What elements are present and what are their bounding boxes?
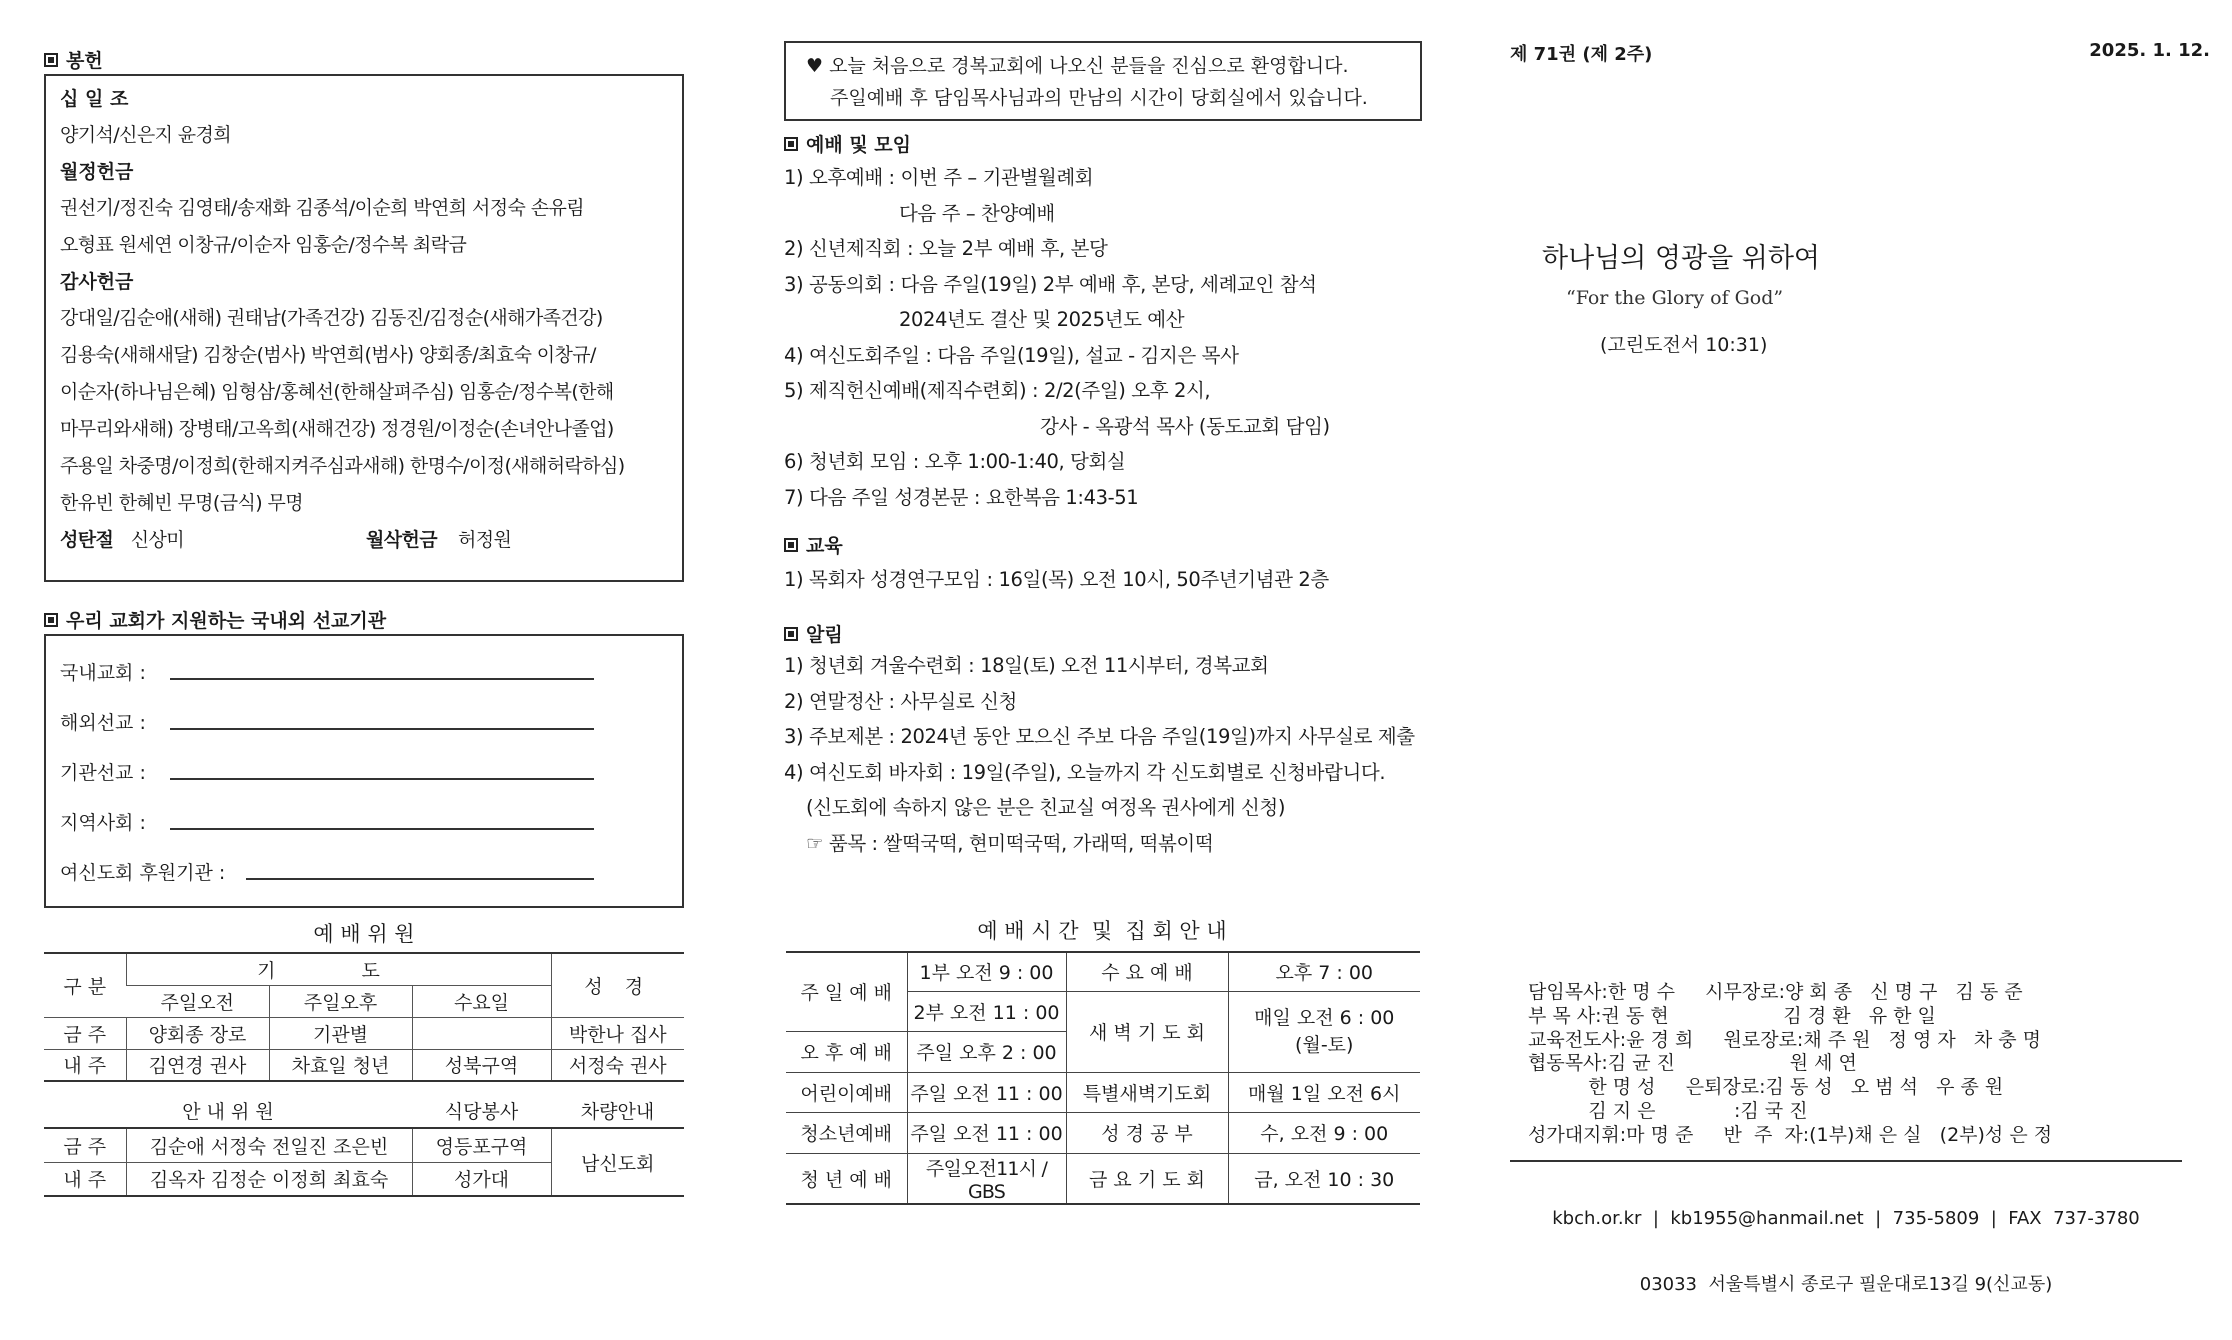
cell-special-dawn: 특별새벽기도회 (1066, 1072, 1228, 1112)
car-cell: 남신도회 (551, 1128, 684, 1196)
new-month-name: 허정원 (458, 529, 512, 551)
worship-committee-title: 예 배 위 원 (313, 922, 415, 946)
right-column (1510, 0, 2210, 1295)
blank-line (170, 728, 594, 730)
blank-line (170, 778, 594, 780)
welcome-line: 주일예배 후 담임목사님과의 만남의 시간이 당회실에서 있습니다. (830, 87, 1368, 109)
list-item: 5) 제직헌신예배(제직수련회) : 2/2(주일) 오후 2시, (784, 379, 1211, 402)
list-item: 3) 공동의회 : 다음 주일(19일) 2부 예배 후, 본당, 세례교인 참석 (784, 272, 1317, 296)
mission-row-overseas: 해외선교 : (60, 712, 146, 734)
blank-line (170, 678, 594, 680)
cell: 주일 오전 11 : 00 (907, 1072, 1066, 1112)
cell: 김옥자 김정순 이정희 최효숙 (126, 1162, 412, 1196)
education-heading: 교육 (784, 531, 843, 558)
col-usher: 안 내 위 원 (182, 1101, 274, 1123)
worship-list (784, 160, 1330, 515)
thanks-line: 김용숙(새해새달) 김창순(범사) 박연희(범사) 양회종/최효숙 이창규/ (60, 344, 596, 366)
col-car: 차량안내 (580, 1101, 655, 1123)
cell: 영등포구역 (412, 1128, 551, 1162)
blank-line (170, 828, 594, 830)
cell: 주일 오전 11 : 00 (907, 1112, 1066, 1153)
cell (412, 1017, 551, 1049)
cell: 금, 오전 10 : 30 (1228, 1153, 1420, 1204)
thanks-title: 감사헌금 (60, 271, 134, 293)
staff-line: 성가대지휘:마 명 준 반 주 자:(1부)채 은 실 (2부)성 은 정 (1528, 1123, 2053, 1146)
offering-box (44, 74, 684, 582)
new-month-label: 월삭헌금 (366, 529, 438, 551)
row-label: 금 주 (44, 1128, 126, 1162)
monthly-title: 월정헌금 (60, 161, 134, 183)
list-item: 1) 목회자 성경연구모임 : 16일(목) 오전 10시, 50주년기념관 2층 (784, 568, 1329, 591)
staff-line: 한 명 성 은퇴장로:김 동 성 오 범 석 우 종 원 (1528, 1076, 2004, 1099)
cell: 김연경 권사 (126, 1049, 269, 1081)
contact-block (1510, 1164, 2182, 1340)
missions-heading: 우리 교회가 지원하는 국내외 선교기관 (44, 606, 386, 633)
square-bullet-icon (784, 538, 798, 552)
list-item: 1) 청년회 겨울수련회 : 18일(토) 오전 11시부터, 경복교회 (784, 654, 1269, 677)
thanks-line: 강대일/김순애(새해) 권태남(가족건강) 김동진/김정순(새해가족건강) (60, 307, 603, 329)
schedule-title: 예 배 시 간 및 집 회 안 내 (977, 919, 1227, 943)
mission-row-institution: 기관선교 : (60, 762, 146, 784)
list-item: 1) 오후예배 : 이번 주 – 기관별월례회 (784, 166, 1094, 189)
bulletin-date: 2025. 1. 12. (2089, 40, 2210, 61)
missions-box (44, 634, 684, 908)
cell: 양회종 장로 (126, 1017, 269, 1049)
welcome-box (784, 41, 1422, 121)
worship-heading: 예배 및 모임 (784, 130, 911, 157)
cell-children: 어린이예배 (786, 1072, 907, 1112)
col-meal: 식당봉사 (444, 1101, 519, 1123)
contact-address: 03033 서울특별시 종로구 필운대로13길 9(신교동) (1639, 1274, 2053, 1295)
square-bullet-icon (784, 627, 798, 641)
volume-number: 제 71권 (제 2주) (1510, 44, 1653, 65)
square-bullet-icon (44, 53, 58, 67)
notice-list (784, 648, 1415, 861)
christmas-label: 성탄절 (60, 529, 114, 551)
col-sunday-am: 주일오전 (126, 985, 269, 1017)
col-wednesday: 수요일 (412, 985, 551, 1017)
list-item: 7) 다음 주일 성경본문 : 요한복음 1:43-51 (784, 485, 1139, 509)
tithe-title: 십 일 조 (60, 88, 129, 110)
list-item: 6) 청년회 모임 : 오후 1:00-1:40, 당회실 (784, 450, 1126, 473)
mission-row-womens: 여신도회 후원기관 : (60, 862, 226, 884)
contact-divider (1510, 1160, 2182, 1162)
cell-friday: 금 요 기 도 회 (1066, 1153, 1228, 1204)
middle-column (784, 0, 1424, 1234)
row-label: 내 주 (44, 1162, 126, 1196)
mission-row-community: 지역사회 : (60, 812, 146, 834)
contact-line: kbch.or.kr | kb1955@hanmail.net | 735-5809 | FAX 737-3780 (1552, 1208, 2140, 1229)
cover-verse: (고린도전서 10:31) (1600, 334, 1768, 356)
cell: 오후 7 : 00 (1228, 952, 1420, 991)
list-item: 2) 신년제직회 : 오늘 2부 예배 후, 본당 (784, 237, 1108, 260)
notice-heading: 알림 (784, 620, 843, 647)
cell: 김순애 서정숙 전일진 조은빈 (126, 1128, 412, 1162)
list-item: ☞ 품목 : 쌀떡국떡, 현미떡국떡, 가래떡, 떡볶이떡 (806, 831, 1214, 855)
blank-line (246, 878, 594, 880)
cover-subtitle: “For the Glory of God” (1566, 287, 1784, 309)
worship-committee-table (44, 952, 684, 1082)
cell: 기관별 (269, 1017, 412, 1049)
cell-youth: 청 년 예 배 (786, 1153, 907, 1204)
square-bullet-icon (784, 137, 798, 151)
mission-row-domestic: 국내교회 : (60, 662, 146, 684)
cell: 차효일 청년 (269, 1049, 412, 1081)
staff-line: 협동목사:김 균 진 원 세 연 (1528, 1052, 1857, 1075)
list-item: 4) 여신도회 바자회 : 19일(주일), 오늘까지 각 신도회별로 신청바랍니다. (784, 760, 1386, 784)
thanks-line: 마무리와새해) 장병태/고옥희(새해건강) 정경원/이정순(손녀안나졸업) (60, 418, 614, 440)
cell-teen: 청소년예배 (786, 1112, 907, 1153)
cell: 서정숙 권사 (551, 1049, 684, 1081)
col-division: 구 분 (44, 953, 126, 1017)
staff-list (1528, 981, 2052, 1148)
col-bible: 성 경 (551, 953, 684, 1017)
list-item: 강사 - 옥광석 목사 (동도교회 담임) (1040, 414, 1330, 438)
left-column (44, 0, 686, 1234)
cell: 주일 오후 2 : 00 (907, 1031, 1066, 1072)
cell: 수, 오전 9 : 00 (1228, 1112, 1420, 1153)
square-bullet-icon (44, 613, 58, 627)
monthly-line: 오형표 원세연 이창규/이순자 임홍순/정수복 최락금 (60, 234, 467, 256)
cell: 2부 오전 11 : 00 (907, 991, 1066, 1031)
welcome-line: ♥ 오늘 처음으로 경복교회에 나오신 분들을 진심으로 환영합니다. (806, 55, 1349, 77)
cell: 매월 1일 오전 6시 (1228, 1072, 1420, 1112)
cell: 박한나 집사 (551, 1017, 684, 1049)
list-item: 3) 주보제본 : 2024년 동안 모으신 주보 다음 주일(19일)까지 사무실로 제출 (784, 725, 1415, 748)
tithe-names: 양기석/신은지 윤경희 (60, 124, 232, 146)
cell-wednesday: 수 요 예 배 (1066, 952, 1228, 991)
list-item: 4) 여신도회주일 : 다음 주일(19일), 설교 - 김지은 목사 (784, 343, 1239, 367)
staff-line: 부 목 사:권 동 현 김 경 환 유 한 일 (1528, 1004, 1936, 1027)
cell: 주일오전11시 / GBS (907, 1153, 1066, 1204)
cell: 성북구역 (412, 1049, 551, 1081)
christmas-name: 신상미 (130, 529, 184, 551)
thanks-line: 이순자(하나님은혜) 임형삼/홍혜선(한해살펴주심) 임홍순/정수복(한해 (60, 381, 614, 403)
cell-sunday: 주 일 예 배 (786, 952, 907, 1031)
row-label: 내 주 (44, 1049, 126, 1081)
thanks-line: 주용일 차중명/이정희(한해지켜주심과새해) 한명수/이정(새해허락하심) (60, 455, 625, 477)
col-prayer: 기 도 (126, 953, 551, 985)
col-sunday-pm: 주일오후 (269, 985, 412, 1017)
cell-dawn-time: 매일 오전 6 : 00 (월-토) (1228, 991, 1420, 1072)
list-item: 다음 주 – 찬양예배 (899, 201, 1055, 225)
cell: 1부 오전 9 : 00 (907, 952, 1066, 991)
offering-heading: 봉헌 (44, 46, 103, 73)
list-item: 2) 연말정산 : 사무실로 신청 (784, 689, 1017, 713)
list-item: 2024년도 결산 및 2025년도 예산 (899, 308, 1185, 331)
cell-bible-study: 성 경 공 부 (1066, 1112, 1228, 1153)
staff-line: 김 지 은 :김 국 진 (1528, 1099, 1808, 1122)
monthly-line: 권선기/정진숙 김영태/송재화 김종석/이순희 박연희 서정숙 손유림 (60, 197, 584, 219)
cover-title: 하나님의 영광을 위하여 (1542, 243, 1820, 274)
cell-dawn: 새 벽 기 도 회 (1066, 991, 1228, 1072)
staff-line: 교육전도사:윤 경 희 원로장로:채 주 원 정 영 자 차 충 명 (1528, 1028, 2041, 1051)
special-offering-row (60, 522, 682, 559)
schedule-table (786, 951, 1420, 1205)
staff-line: 담임목사:한 명 수 시무장로:양 회 종 신 명 구 김 동 준 (1528, 981, 2023, 1003)
row-label: 금 주 (44, 1017, 126, 1049)
list-item: (신도회에 속하지 않은 분은 친교실 여정옥 권사에게 신청) (806, 796, 1286, 819)
thanks-line: 한유빈 한혜빈 무명(금식) 무명 (60, 492, 303, 514)
cell: 성가대 (412, 1162, 551, 1196)
cell-afternoon: 오 후 예 배 (786, 1031, 907, 1072)
usher-table (44, 1094, 684, 1197)
